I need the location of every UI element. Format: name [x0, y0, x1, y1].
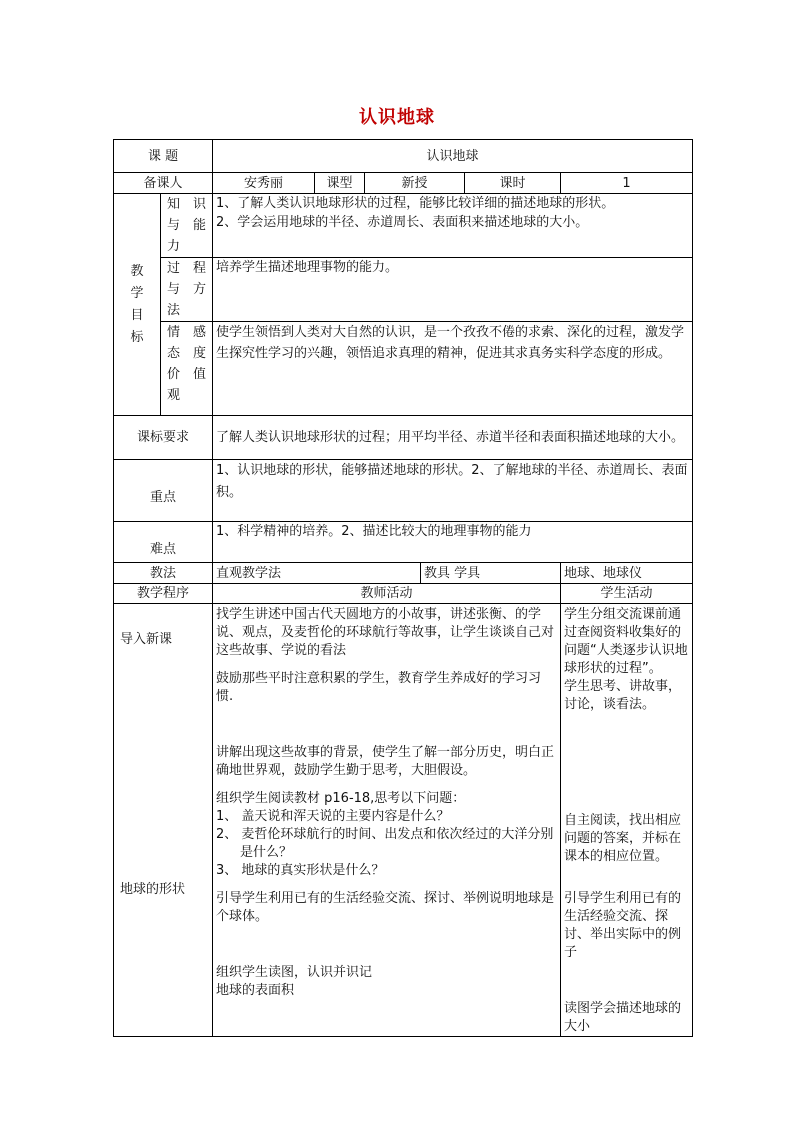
question-item: 3、 地球的真实形状是什么？	[216, 863, 385, 878]
procedure-stages	[114, 604, 213, 1037]
lesson-type-value: 新授	[365, 173, 465, 194]
topic-value: 认识地球	[213, 140, 693, 173]
teacher-activity: 找学生讲述中国古代天圆地方的小故事，讲述张衡、的学说、观点，及麦哲伦的环球航行等故事，让学生谈谈自己对这些故事、学说的看法 鼓励那些平时注意积累的学生，教育学生养成好的学习习惯. 讲解出现这些故事的背景，使学生了解一部分历史，明白正确地世界观，鼓励学生勤于思考，大胆假设。 组织学生阅读教材 p16-18,思考以下问题： 1、 盖天说和浑天说的主要内容是什么？ 2、 麦哲伦环球航行的时间、出发点和依次经过的大洋分别是什么？ 3、 地球的真实形状是什么？ 引导学生利用已有的生活经验交流、探讨、举例说明地球是个球体。 组织学生读图，认识并识记 地球的表面积	[213, 604, 561, 1037]
lesson-type-label: 课型	[315, 173, 365, 194]
student-activity: 学生分组交流课前通过查阅资料收集好的问题“人类逐步认识地球形状的过程”。 学生思考、讲故事，讨论，谈看法。 自主阅读，找出相应问题的答案，并标在课本的相应位置。 引导学生利用已有的生活经验交流、探讨、举出实际中的例子 读图学会描述地球的 大小	[561, 604, 693, 1037]
standard-label: 课标要求	[114, 416, 213, 460]
row-procedure-body	[114, 604, 693, 1037]
hours-label: 课时	[465, 173, 561, 194]
objective-process-text: 培养学生描述地理事物的能力。	[213, 258, 693, 322]
objective-process-label: 过 程 与 方 法	[161, 258, 213, 322]
row-difficult-points	[114, 522, 693, 563]
row-standard	[114, 416, 693, 460]
difficult-points-label: 难点	[114, 522, 213, 563]
row-method	[114, 563, 693, 584]
method-value: 直观教学法	[213, 563, 421, 584]
key-points-label: 重点	[114, 460, 213, 522]
row-objective-knowledge	[114, 194, 693, 258]
row-topic	[114, 140, 693, 173]
stage-intro: 导入新课	[120, 632, 173, 647]
method-label: 教法	[114, 563, 213, 584]
row-objective-process	[114, 258, 693, 322]
question-item: 1、 盖天说和浑天说的主要内容是什么？	[216, 809, 450, 824]
question-list	[216, 808, 557, 880]
preparer-value: 安秀丽	[213, 173, 315, 194]
lesson-plan-table	[113, 139, 693, 1037]
hours-value: 1	[561, 173, 693, 194]
procedure-header: 教学程序	[114, 584, 213, 604]
objective-emotion-text: 使学生领悟到人类对大自然的认识，是一个孜孜不倦的求索、深化的过程，激发学生探究性学习的兴趣，领悟追求真理的精神，促进其求真务实科学态度的形成。	[213, 322, 693, 416]
preparer-label: 备课人	[114, 173, 213, 194]
teacher-activity-header: 教师活动	[213, 584, 561, 604]
tools-label: 教具 学具	[421, 563, 561, 584]
stage-earth-shape: 地球的形状	[120, 882, 186, 897]
topic-label: 课 题	[114, 140, 213, 173]
key-points-text: 1、认识地球的形状，能够描述地球的形状。2、了解地球的半径、赤道周长、表面积。	[213, 460, 693, 522]
row-key-points	[114, 460, 693, 522]
objective-emotion-label: 情 感 态 度 价 值 观	[161, 322, 213, 416]
objectives-label: 教 学 目 标	[114, 194, 161, 416]
document-title: 认识地球	[359, 107, 435, 128]
difficult-points-text: 1、科学精神的培养。2、描述比较大的地理事物的能力	[213, 522, 693, 563]
objective-knowledge-text: 1、了解人类认识地球形状的过程，能够比较详细的描述地球的形状。 2、学会运用地球的半径、赤道周长、表面积来描述地球的大小。	[213, 194, 693, 258]
student-activity-header: 学生活动	[561, 584, 693, 604]
tools-value: 地球、地球仪	[561, 563, 693, 584]
row-procedure-header	[114, 584, 693, 604]
standard-text: 了解人类认识地球形状的过程；用平均半径、赤道半径和表面积描述地球的大小。	[213, 416, 693, 460]
row-preparer	[114, 173, 693, 194]
row-objective-emotion	[114, 322, 693, 416]
objective-knowledge-label: 知 识 与 能 力	[161, 194, 213, 258]
question-item: 2、 麦哲伦环球航行的时间、出发点和依次经过的大洋分别是什么？	[216, 827, 554, 860]
